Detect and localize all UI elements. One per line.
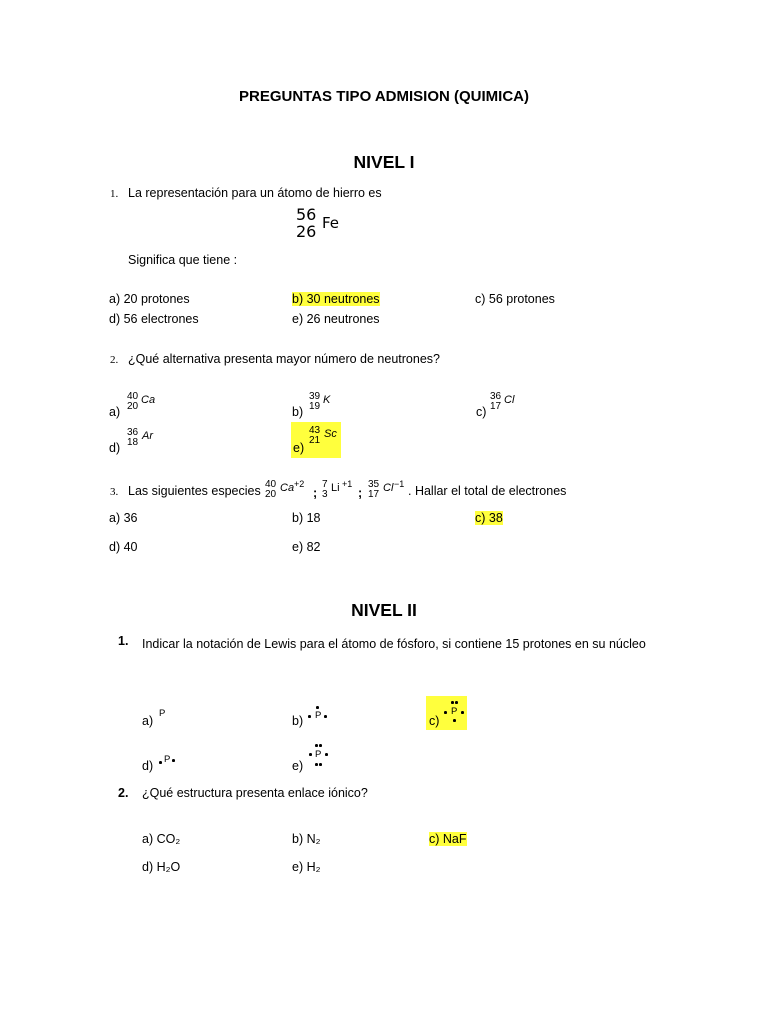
phosphorus-symbol: P (315, 749, 322, 760)
nuclide-symbol: K (323, 394, 331, 406)
q1-option-a[interactable]: a) 20 protones (109, 292, 190, 306)
l2-q1-option-b-letter: b) (292, 714, 304, 728)
l2-q1-text: Indicar la notación de Lewis para el átomo de fósforo, si contiene 15 protones en su núcleo (142, 637, 646, 651)
nuclide-symbol: Ar (142, 430, 153, 442)
q3-number: 3. (110, 486, 119, 498)
q2-option-a[interactable] (109, 405, 120, 419)
nuclide-atomic-number: 20 (127, 401, 139, 412)
nuclide-symbol: Ca (280, 482, 295, 494)
q2-option-a-letter: a) (109, 405, 121, 419)
l2-q1-option-a-letter: a) (142, 714, 154, 728)
electron-dot (444, 711, 447, 714)
q1-option-d[interactable]: d) 56 electrones (109, 312, 199, 326)
q3-option-d[interactable]: d) 40 (109, 540, 138, 554)
l2-q1-option-e-letter: e) (292, 759, 304, 773)
electron-dot (308, 715, 311, 718)
q2-text: ¿Qué alternativa presenta mayor número de neutrones? (128, 352, 440, 366)
electron-dot (172, 759, 175, 762)
phosphorus-symbol: P (164, 754, 171, 765)
nuclide-atomic-number: 21 (309, 435, 321, 446)
q1-option-c[interactable]: c) 56 protones (475, 292, 555, 306)
electron-dot (315, 763, 318, 766)
l2-q2-number: 2. (118, 786, 129, 800)
nuclide-charge: +2 (294, 479, 305, 489)
l2-q2-option-e[interactable]: e) H₂ (292, 860, 321, 874)
nuclide-mass: 36 (490, 391, 502, 402)
q1-option-e[interactable]: e) 26 neutrones (292, 312, 380, 326)
q2-option-c-letter: c) (476, 405, 487, 419)
nuclide-mass: 40 (265, 479, 277, 490)
l2-q2-option-a[interactable]: a) CO₂ (142, 832, 181, 846)
q2-option-c[interactable] (476, 405, 486, 419)
nuclide-mass: 43 (309, 425, 321, 436)
level-2-title: NIVEL II (351, 600, 417, 620)
nuclide-atomic-number: 20 (265, 489, 277, 500)
electron-dot (455, 701, 458, 704)
q3-option-b[interactable]: b) 18 (292, 511, 321, 525)
level-1-title: NIVEL I (353, 152, 415, 172)
nuclide-mass: 35 (368, 479, 380, 490)
q2-option-e[interactable] (293, 441, 304, 455)
nuclide-atomic-number: 18 (127, 437, 139, 448)
l2-q1-option-c-letter: c) (429, 714, 440, 728)
l2-q1-option-c[interactable] (429, 714, 439, 728)
iron-atomic-number: 26 (296, 222, 317, 241)
q1-option-b[interactable]: b) 30 neutrones (292, 292, 380, 306)
l2-q2-text: ¿Qué estructura presenta enlace iónico? (142, 786, 368, 800)
q3-text-after: . Hallar el total de electrones (408, 484, 567, 498)
q1-text: La representación para un átomo de hierro es (128, 186, 382, 200)
electron-dot (316, 706, 319, 709)
l2-q1-option-e[interactable] (292, 759, 303, 773)
nuclide-atomic-number: 17 (490, 401, 502, 412)
l2-q2-option-b[interactable]: b) N₂ (292, 832, 321, 846)
l2-q2-option-c[interactable]: c) NaF (429, 832, 467, 846)
nuclide-symbol: Li (331, 482, 340, 494)
electron-dot (324, 715, 327, 718)
q3-text-before: Las siguientes especies (128, 484, 261, 498)
q3-option-a[interactable]: a) 36 (109, 511, 138, 525)
nuclide-symbol: Sc (324, 428, 337, 440)
phosphorus-symbol: P (159, 708, 166, 719)
iron-symbol: Fe (322, 214, 340, 232)
electron-dot (451, 701, 454, 704)
q2-option-d[interactable] (109, 441, 120, 455)
nuclide-charge: −1 (394, 479, 405, 489)
nuclide-symbol: Ca (141, 394, 156, 406)
electron-dot (309, 753, 312, 756)
nuclide-symbol: Cl (383, 482, 394, 494)
q1-number: 1. (110, 188, 119, 200)
q3-option-c[interactable]: c) 38 (475, 511, 503, 525)
q1-subtext: Significa que tiene : (128, 253, 238, 267)
nuclide-atomic-number: 19 (309, 401, 321, 412)
nuclide-atomic-number: 3 (322, 489, 328, 500)
electron-dot (319, 763, 322, 766)
electron-dot (461, 711, 464, 714)
q3-separator: ; (358, 486, 363, 500)
l2-q1-option-a[interactable] (142, 714, 153, 728)
nuclide-atomic-number: 17 (368, 489, 380, 500)
electron-dot (453, 719, 456, 722)
nuclide-mass: 40 (127, 391, 139, 402)
electron-dot (159, 761, 162, 764)
q2-option-e-letter: e) (293, 441, 305, 455)
phosphorus-symbol: P (451, 706, 458, 717)
nuclide-mass: 36 (127, 427, 139, 438)
electron-dot (325, 753, 328, 756)
nuclide-charge: +1 (342, 479, 353, 489)
nuclide-mass: 39 (309, 391, 321, 402)
nuclide-mass: 7 (322, 479, 328, 490)
iron-mass: 56 (296, 205, 317, 224)
nuclide-symbol: Cl (504, 394, 515, 406)
electron-dot (319, 744, 322, 747)
q2-option-b[interactable] (292, 405, 303, 419)
q2-option-b-letter: b) (292, 405, 304, 419)
q2-option-d-letter: d) (109, 441, 121, 455)
page-title: PREGUNTAS TIPO ADMISION (QUIMICA) (239, 88, 529, 105)
q3-separator: ; (313, 486, 318, 500)
q2-number: 2. (110, 354, 119, 366)
l2-q2-option-d[interactable]: d) H₂O (142, 860, 181, 874)
l2-q1-number: 1. (118, 634, 129, 648)
l2-q1-option-b[interactable] (292, 714, 303, 728)
iron-nuclide (296, 207, 356, 243)
l2-q1-option-d-letter: d) (142, 759, 154, 773)
phosphorus-symbol: P (315, 710, 322, 721)
electron-dot (315, 744, 318, 747)
q3-option-e[interactable]: e) 82 (292, 540, 321, 554)
l2-q1-option-d[interactable] (142, 759, 153, 773)
